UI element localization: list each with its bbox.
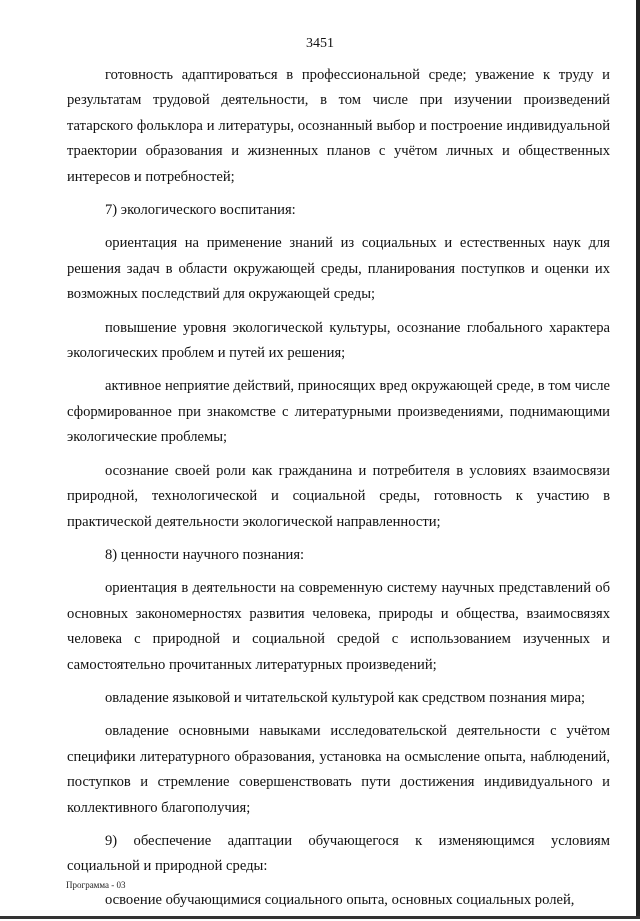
- paragraph-language-culture: овладение языковой и читательской культурой как средством познания мира;: [105, 689, 586, 706]
- paragraph-research-skills: овладение основными навыками исследовательской деятельности с учётом специфики литературного образования, установка на осмысление опыта, наблюдений, поступков и стремление совершенствовать пути достижения индивидуального и коллективного благополучия;: [67, 723, 610, 816]
- heading-adaptation: 9) обеспечение адаптации обучающегося к изменяющимся условиям социальной и природной среды:: [67, 832, 610, 875]
- paragraph-work-readiness: готовность адаптироваться в профессиональной среде; уважение к труду и результатам трудовой деятельности, в том числе при изучении произведений татарского фольклора и литературы, осознанный выбор и построение индивидуальной траектории образования и жизненных планов с учётом личных и общественных интересов и потребностей;: [67, 67, 610, 185]
- page-number: 3451: [306, 36, 334, 51]
- paragraph-social-experience: освоение обучающимися социального опыта, основных социальных ролей,: [105, 891, 575, 908]
- scan-edge-right: [636, 0, 640, 919]
- heading-scientific-knowledge: 8) ценности научного познания:: [105, 546, 305, 563]
- paragraph-ecological-culture: повышение уровня экологической культуры, осознание глобального характера экологических проблем и путей их решения;: [67, 319, 610, 362]
- footer-program-label: Программа - 03: [66, 880, 126, 890]
- paragraph-scientific-orientation: ориентация в деятельности на современную систему научных представлений об основных закономерностях развития человека, природы и общества, взаимосвязях человека с природной и социальной средой с использованием изученных и самостоятельно прочитанных литературных произведений;: [67, 580, 610, 673]
- paragraph-active-rejection: активное неприятие действий, приносящих вред окружающей среде, в том числе сформированное при знакомстве с литературными произведениями, поднимающими экологические проблемы;: [67, 378, 610, 446]
- paragraph-knowledge-application: ориентация на применение знаний из социальных и естественных наук для решения задач в области окружающей среды, планирования поступков и оценки их возможных последствий для окружающей среды;: [67, 235, 610, 303]
- document-body: [67, 63, 610, 921]
- paragraph-citizen-role: осознание своей роли как гражданина и потребителя в условиях взаимосвязи природной, технологической и социальной среды, готовность к участию в практической деятельности экологической направленности;: [67, 462, 610, 530]
- heading-ecological-upbringing: 7) экологического воспитания:: [105, 202, 296, 219]
